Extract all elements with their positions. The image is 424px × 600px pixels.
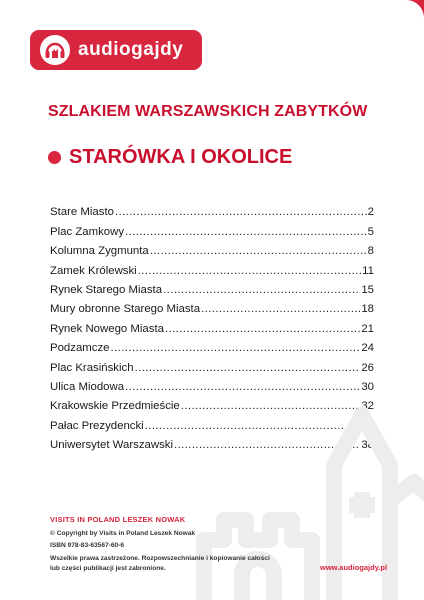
audiogajdy-logo	[30, 30, 202, 70]
toc-entry[interactable]	[50, 315, 374, 334]
toc-entry-page: 2	[367, 206, 374, 219]
copyright-text: © Copyright by Visits in Poland Leszek Nowak	[50, 530, 196, 537]
toc-entry-label: Stare Miasto	[50, 206, 114, 219]
toc-entry-page: 38	[361, 439, 374, 452]
toc-dot-leader	[150, 245, 367, 257]
toc-entry-label: Rynek Nowego Miasta	[50, 322, 164, 335]
rights-text-line2: lub części publikacji jest zabronione.	[50, 565, 166, 572]
website-link[interactable]: www.audiogajdy.pl	[320, 563, 388, 572]
toc-dot-leader	[138, 265, 361, 277]
toc-entry[interactable]	[50, 277, 374, 296]
toc-dot-leader	[111, 342, 361, 354]
toc-dot-leader	[115, 206, 367, 218]
toc-entry-label: Uniwersytet Warszawski	[50, 439, 173, 452]
toc-entry-label: Ulica Miodowa	[50, 380, 125, 393]
toc-dot-leader	[165, 323, 360, 335]
toc-entry-page: 30	[361, 380, 374, 393]
bullet-dot-icon	[48, 151, 61, 164]
toc-entry-page: 35	[361, 419, 374, 432]
toc-entry[interactable]	[50, 238, 374, 257]
page-title: STARÓWKA I OKOLICE	[69, 146, 293, 168]
isbn-text: ISBN 978-83-63567-60-6	[50, 542, 125, 549]
toc-entry-page: 11	[362, 264, 374, 277]
toc-entry-label: Krakowskie Przedmieście	[50, 400, 180, 413]
castle-outline-icon	[184, 370, 424, 600]
toc-entry-label: Pałac Prezydencki	[50, 419, 144, 432]
toc-entry[interactable]	[50, 199, 374, 218]
corner-decoration	[406, 0, 424, 18]
rights-text-line1: Wszelkie prawa zastrzeżone. Rozpowszechnianie i kopiowanie całości	[50, 555, 270, 562]
toc-entry-page: 15	[361, 283, 374, 296]
toc-entry-label: Zamek Królewski	[50, 264, 137, 277]
title-row	[48, 146, 292, 169]
toc-entry-label: Kolumna Zygmunta	[50, 245, 149, 258]
toc-dot-leader	[201, 303, 360, 315]
toc-entry-label: Plac Krasińskich	[50, 361, 134, 374]
toc-entry-page: 32	[361, 400, 374, 413]
publisher-name: VISITS IN POLAND LESZEK NOWAK	[50, 515, 186, 524]
logo-text: audiogajdy	[78, 39, 184, 60]
toc-entry-label: Rynek Starego Miasta	[50, 283, 163, 296]
toc-entry-page: 21	[361, 322, 374, 335]
toc-entry[interactable]	[50, 296, 374, 315]
toc-entry-label: Plac Zamkowy	[50, 225, 125, 238]
toc-entry-page: 18	[361, 303, 374, 316]
toc-entry[interactable]	[50, 335, 374, 354]
headphones-castle-icon	[40, 35, 70, 65]
toc-entry-page: 5	[367, 225, 374, 238]
series-subtitle: SZLAKIEM WARSZAWSKICH ZABYTKÓW	[48, 103, 368, 120]
toc-entry-page: 8	[367, 245, 374, 258]
toc-dot-leader	[125, 226, 367, 238]
toc-entry-label: Podzamcze	[50, 342, 110, 355]
toc-entry-page: 24	[361, 342, 374, 355]
toc-entry-page: 26	[361, 361, 374, 374]
toc-entry[interactable]	[50, 257, 374, 276]
toc-dot-leader	[163, 284, 360, 296]
toc-entry-label: Mury obronne Starego Miasta	[50, 303, 201, 316]
toc-entry[interactable]	[50, 218, 374, 237]
